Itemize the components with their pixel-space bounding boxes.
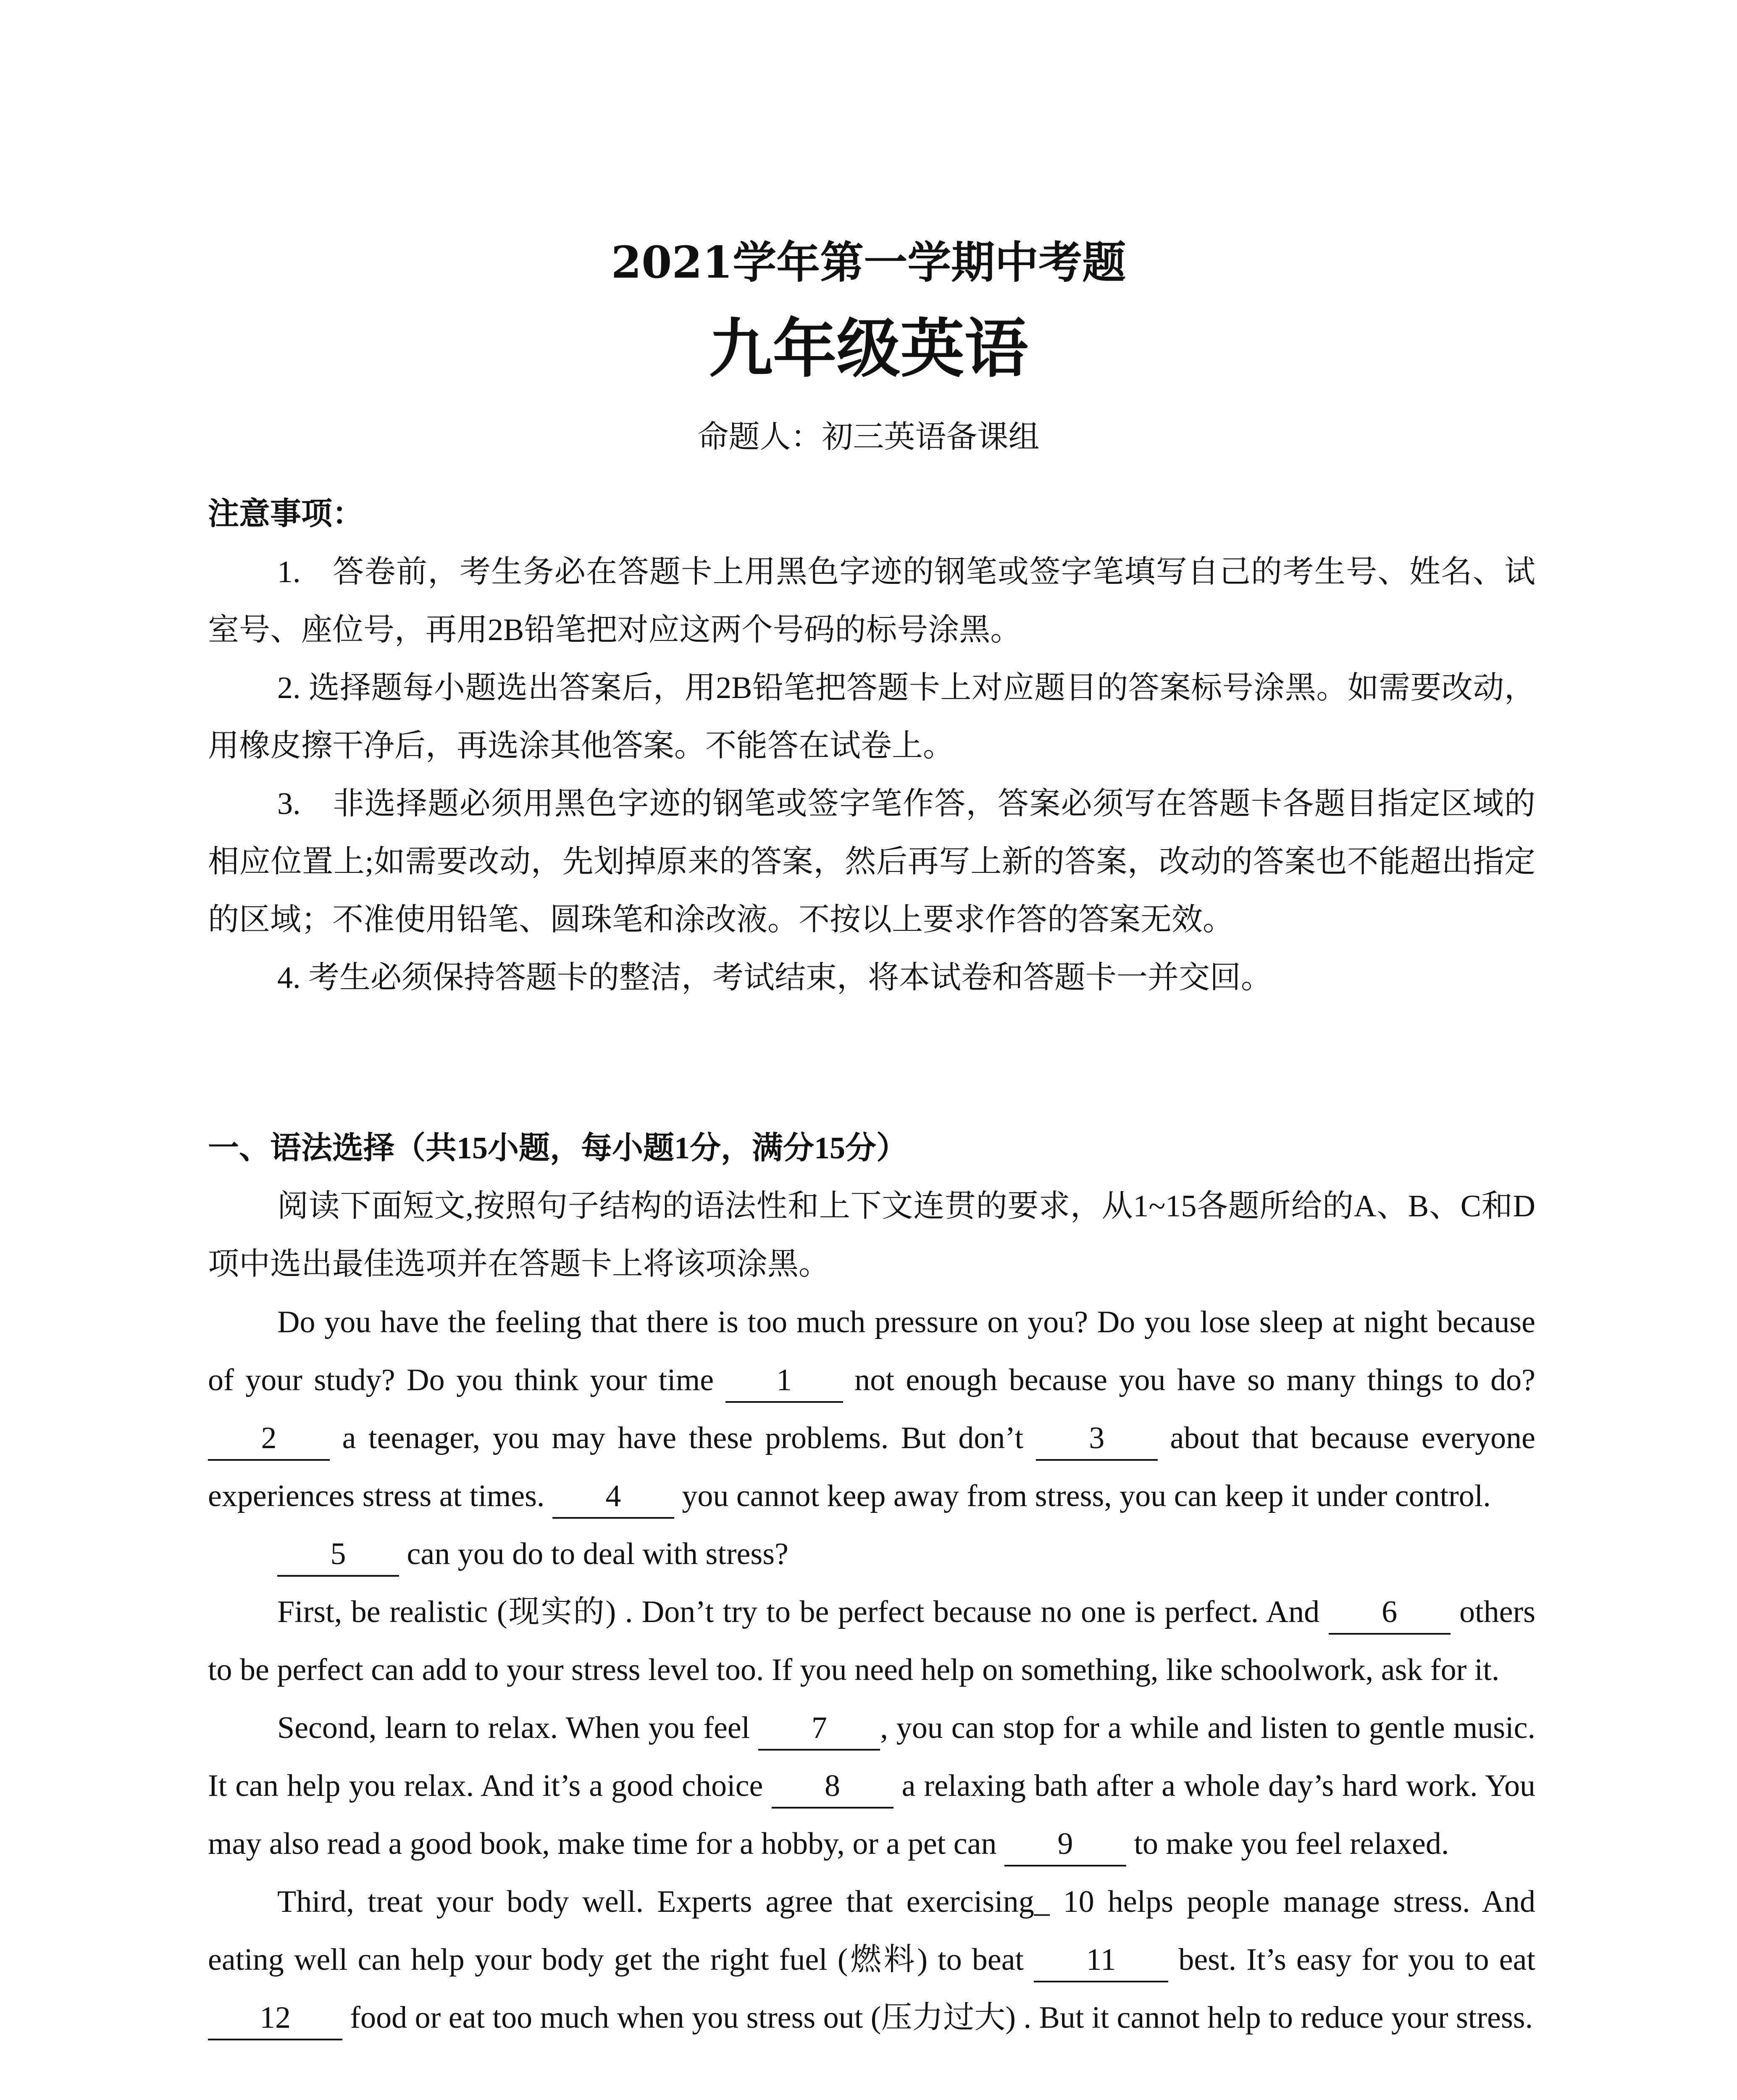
blank-5: 5: [277, 1533, 399, 1577]
blank-3: 3: [1036, 1417, 1158, 1461]
blank-9: 9: [1004, 1823, 1126, 1866]
blank-11: 11: [1034, 1939, 1168, 1982]
author-line: 命题人：初三英语备课组: [697, 419, 1040, 455]
passage-paragraph-3: First, be realistic (现实的) . Don’t try to be perfect because no one is perfect. And 6 others to be perfect can add to your stress level too. If you need help on something, like schoolwork, ask for it.: [208, 1583, 1535, 1699]
blank-8: 8: [772, 1765, 893, 1809]
section-title: 一、语法选择（共15小题，每小题1分，满分15分）: [208, 1131, 907, 1166]
passage-paragraph-2: 5 can you do to deal with stress?: [208, 1525, 1535, 1583]
passage-paragraph-4: Second, learn to relax. When you feel 7 , you can stop for a while and listen to gentle music. It can help you relax. And it’s a good choice 8 a relaxing bath after a whole day’s hard work. You may also read a good book, make time for a hobby, or a pet can 9 to make you feel relaxed.: [208, 1699, 1535, 1873]
section-instruction: 阅读下面短文,按照句子结构的语法性和上下文连贯的要求，从1~15各题所给的A、B、C和D项中选出最佳选项并在答题卡上将该项涂黑。: [208, 1189, 1535, 1281]
subject-title: 九年级英语: [709, 311, 1028, 386]
notice-item-1: 1. 答卷前，考生务必在答题卡上用黑色字迹的钢笔或签字笔填写自己的考生号、姓名、试室号、座位号，再用2B铅笔把对应这两个号码的标号涂黑。: [208, 555, 1535, 647]
blank-7: 7: [758, 1707, 880, 1751]
notice-item-2: 2. 选择题每小题选出答案后，用2B铅笔把答题卡上对应题目的答案标号涂黑。如需要改动，用橡皮擦干净后，再选涂其他答案。不能答在试卷上。: [208, 671, 1535, 763]
passage-paragraph-5: Third, treat your body well. Experts agree that exercising_ 10 helps people manage stress. And eating well can help your body get the right fuel (燃料) to beat 11 best. It’s easy for you to eat 12 food or eat too much when you stress out (压力过大) . But it cannot help to reduce your stress.: [208, 1873, 1535, 2047]
blank-6: 6: [1329, 1591, 1451, 1635]
notice-label: 注意事项：: [208, 497, 363, 531]
notice-item-3: 3. 非选择题必须用黑色字迹的钢笔或签字笔作答，答案必须写在答题卡各题目指定区域的相应位置上;如需要改动，先划掉原来的答案，然后再写上新的答案，改动的答案也不能超出指定的区域；不准使用铅笔、圆珠笔和涂改液。不按以上要求作答的答案无效。: [208, 787, 1535, 937]
section-grammar: [208, 1119, 1535, 2047]
blank-12: 12: [208, 1997, 342, 2040]
notice-item-4: 4. 考生必须保持答题卡的整洁，考试结束，将本试卷和答题卡一并交回。: [277, 961, 1272, 995]
exam-title: 2021学年第一学期中考题: [611, 236, 1126, 288]
passage-paragraph-1: Do you have the feeling that there is too much pressure on you? Do you lose sleep at night because of your study? Do you think your time 1 not enough because you have so many things to do? 2 a teenager, you may have these problems. But don’t 3 about that because everyone experiences stress at times. 4 you cannot keep away from stress, you can keep it under control.: [208, 1293, 1535, 1525]
blank-1: 1: [725, 1359, 843, 1403]
notice-block: [208, 485, 1535, 1007]
blank-4: 4: [552, 1475, 674, 1519]
blank-2: 2: [208, 1417, 330, 1461]
